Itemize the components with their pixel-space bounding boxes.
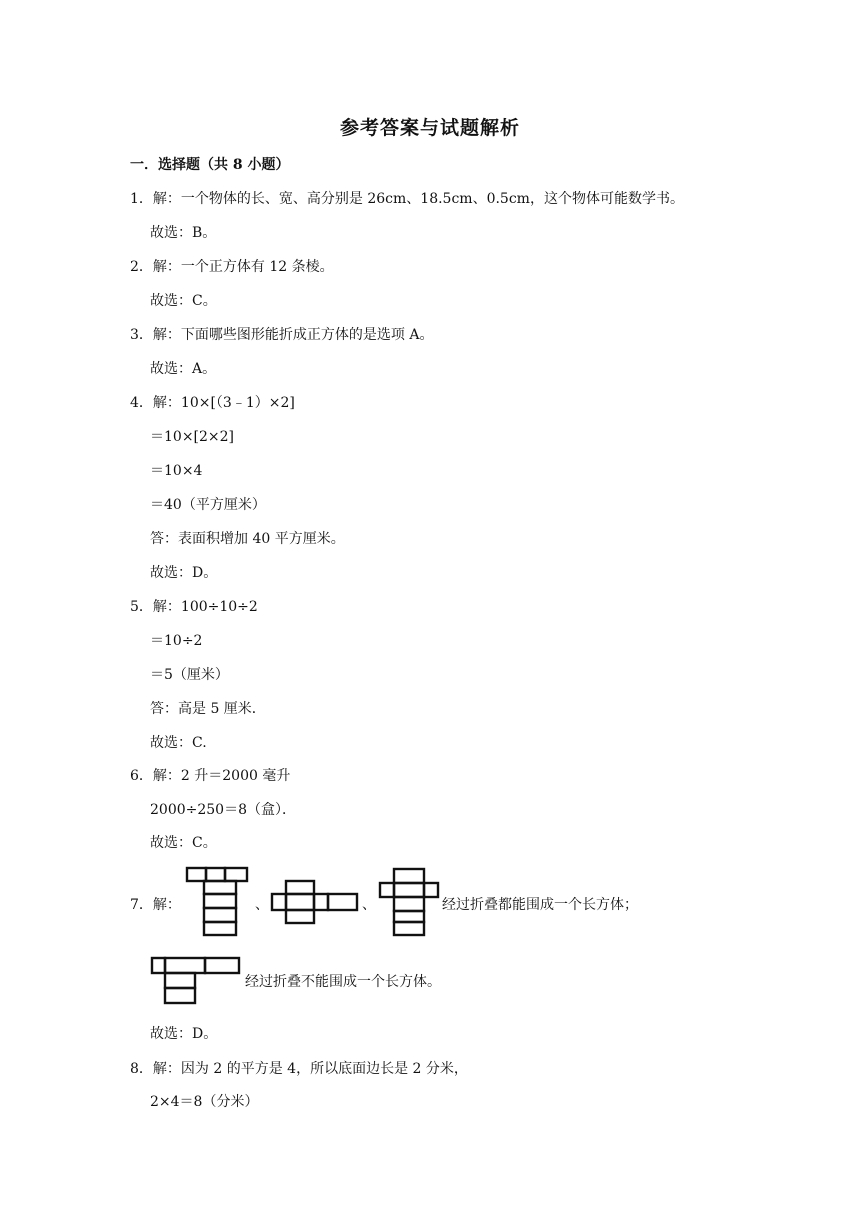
q4-conclusion: 答：表面积增加 40 平方厘米。 <box>150 531 345 547</box>
q2-solution-line: 2．解：一个正方体有 12 条棱。 <box>130 259 334 275</box>
q4-step: ＝40（平方厘米） <box>150 497 266 513</box>
q7-separator: 、 <box>255 897 269 913</box>
q6-answer: 故选：C。 <box>150 835 217 851</box>
q5-solution-line: 5．解：100÷10÷2 <box>130 599 258 615</box>
q7-statement-foldable: 经过折叠都能围成一个长方体； <box>442 897 638 913</box>
q5-step: ＝5（厘米） <box>150 667 229 683</box>
q4-solution-line: 4．解：10×[（3﹣1）×2] <box>130 395 295 411</box>
q5-conclusion: 答：高是 5 厘米． <box>150 701 266 717</box>
q7-separator: 、 <box>362 897 376 913</box>
q4-answer: 故选：D。 <box>150 565 218 581</box>
q5-answer: 故选：C. <box>150 735 207 751</box>
q2-answer: 故选：C。 <box>150 293 217 309</box>
q3-answer: 故选：A。 <box>150 361 217 377</box>
page-title: 参考答案与试题解析 <box>339 117 520 139</box>
q4-step: ＝10×[2×2] <box>150 429 235 445</box>
q1-answer: 故选：B。 <box>150 225 217 241</box>
q1-solution-line: 1．解：一个物体的长、宽、高分别是 26cm、18.5cm、0.5cm，这个物体可能数学书。 <box>130 191 684 207</box>
q5-step: ＝10÷2 <box>150 633 203 649</box>
q7-prefix: 7．解： <box>130 897 181 913</box>
cuboid-net-figure-4 <box>150 956 244 1010</box>
q3-solution-line: 3．解：下面哪些图形能折成正方体的是选项 A。 <box>130 327 434 343</box>
cuboid-net-figure-3 <box>378 867 442 939</box>
section-heading: 一．选择题（共 8 小题） <box>130 157 290 173</box>
q4-step: ＝10×4 <box>150 463 203 479</box>
q6-step: 2000÷250＝8（盒）． <box>150 802 296 818</box>
q7-statement-not-foldable: 经过折叠不能围成一个长方体。 <box>245 974 441 990</box>
cuboid-net-figure-2 <box>270 879 362 927</box>
q7-answer: 故选：D。 <box>150 1026 218 1042</box>
cuboid-net-figure-1 <box>185 866 251 938</box>
q8-step: 2×4＝8（分米） <box>150 1094 259 1110</box>
q6-solution-line: 6．解：2 升＝2000 毫升 <box>130 768 291 784</box>
q8-solution-line: 8．解：因为 2 的平方是 4，所以底面边长是 2 分米， <box>130 1061 468 1077</box>
